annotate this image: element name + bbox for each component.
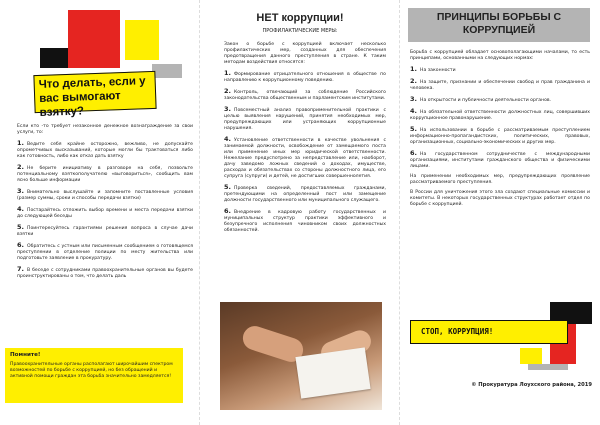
yellow-square-deco	[520, 348, 542, 364]
red-square-deco	[68, 10, 120, 68]
right-para: В России для уничтожения этого зла создают специальные комиссии и комитеты. В некоторых государственных структурах работает отдел по борьбе с коррупцией.	[410, 190, 590, 207]
right-panel	[400, 0, 600, 425]
left-title-box	[33, 71, 156, 119]
mid-item: 1. Формирование отрицательного отношения в обществе по направлению к коррупционному поведению.	[224, 69, 386, 83]
bribe-photo	[220, 302, 382, 410]
left-item: 3. Внимательно выслушайте и запомните поставленные условия (размер суммы, сроки и способы передачи взятки)	[17, 187, 193, 201]
gray-bar-deco	[528, 364, 568, 370]
mid-item: 2. Контроль, отвечающий за соблюдение Российского законодательства общественным и парламентским институтами.	[224, 87, 386, 101]
yellow-square-deco	[125, 20, 159, 60]
mid-title: НЕТ коррупции!	[256, 12, 344, 24]
mid-subtitle: ПРОФИЛАКТИЧЕСКИЕ МЕРЫ:	[262, 28, 338, 34]
mid-item: 3. Повсеместный анализ правоприменительной практики с целью выявления нарушений, принятия необходимых мер, предупреждающих или устраняющих коррупционные нарушения.	[224, 105, 386, 131]
left-item: 4. Постарайтесь отложить выбор времени и места передачи взятки до следующей беседы	[17, 205, 193, 219]
mid-body	[224, 42, 386, 238]
gray-bar-deco	[152, 64, 182, 78]
mid-item: 5. Проверка сведений, предоставляемых гражданами, претендующими на определенный пост или замещение должности государственного или муниципального служащего.	[224, 183, 386, 203]
notice-box	[5, 348, 183, 403]
left-body	[17, 124, 193, 284]
copyright: © Прокуратура Лоухского района, 2019	[471, 382, 592, 388]
left-panel	[0, 0, 200, 425]
left-item: 1. Ведите себя крайне осторожно, вежливо, не допускайте опрометчивых высказываний, которые могли бы трактоваться либо как готовность, либо как отказ дать взятку	[17, 139, 193, 159]
right-item: 6. На государственном сотрудничестве с международными организациями, институтами гражданского общества и физическими лицами.	[410, 149, 590, 169]
right-intro: Борьба с коррупцией обладает основополагающими началами, то есть принципами, основанными на следующих нормах:	[410, 50, 590, 61]
right-para: На применении необходимых мер, предупреждающих проявление рассматриваемого преступления.	[410, 174, 590, 185]
right-item: 1. На законности	[410, 65, 456, 73]
right-item: 2. На защите, признании и обеспечении свобод и прав гражданина и человека.	[410, 77, 590, 91]
left-item: 2. Не берите инициативу в разговоре на себя, позвольте потенциальному взяткополучателю «выговориться», сообщить вам ясно больше информации	[17, 163, 193, 183]
mid-intro: Закон о борьбе с коррупцией включает несколько профилактических мер, созданных для обеспечения предотвращения данного преступления в стране. К таким методам воздействия относятся:	[224, 42, 386, 65]
left-title: Что делать, если у вас вымогают взятку?	[38, 75, 146, 119]
notice-title: Помните!	[10, 352, 41, 358]
black-bar-deco	[40, 48, 68, 68]
notice-text: Правоохранительные органы располагают широчайшим спектром возможностей по борьбе с коррупцией, но без обращений и активной помощи граждан эта борьба значительно замедляется!	[10, 362, 173, 379]
right-title-box	[408, 8, 590, 42]
stop-corruption-banner: СТОП, КОРРУПЦИЯ!	[410, 320, 568, 344]
left-item: 7. В беседе с сотрудниками правоохранительные органов вы будете проинструктированы о том, что делать даль	[17, 265, 193, 279]
left-intro: Если кто -то требует незаконное денежное вознаграждение за свои услуги, то:	[17, 124, 193, 135]
right-item: 3. На открытости и публичности деятельности органов.	[410, 95, 552, 103]
right-title: ПРИНЦИПЫ БОРЬБЫ С КОРРУПЦИЕЙ	[436, 11, 562, 36]
mid-item: 4. Установление ответственности в качестве увольнения с занимаемой должности, освобождение от замещаемого поста или применение иных мер юридической ответственности. Нежелание предуспотрено за непредставление или, наоборот, дачу заведомо ложных сведений о доходах, имуществе, расходах и обязательствах со стороны должностного лица, его супруга (супруги) и детей, не достигших совершеннолетия.	[224, 135, 386, 179]
envelope-shape	[295, 347, 370, 398]
right-item: 4. На обязательной ответственности должностных лиц, совершивших коррупционное правонарушение.	[410, 107, 590, 121]
left-item: 6. Обратитесь с устным или письменным сообщением о готовящемся преступлении в отделение полиции по месту жительства или подготовьте заявление в прокуратуру.	[17, 241, 193, 261]
left-item: 5. Поинтересуйтесь гарантиями решения вопроса в случае дачи взятки	[17, 223, 193, 237]
right-item: 5. На использовании в борьбе с рассматриваемым преступлением информационно-пропагандистских, политических, правовых, организационных, социально-экономических и других мер.	[410, 125, 590, 145]
mid-item: 6. Внедрение в кадровую работу государственных и муниципальных структур практики эффективного и безупречного исполнения чиновником своих должностных обязанностей.	[224, 207, 386, 233]
right-body	[410, 50, 590, 212]
